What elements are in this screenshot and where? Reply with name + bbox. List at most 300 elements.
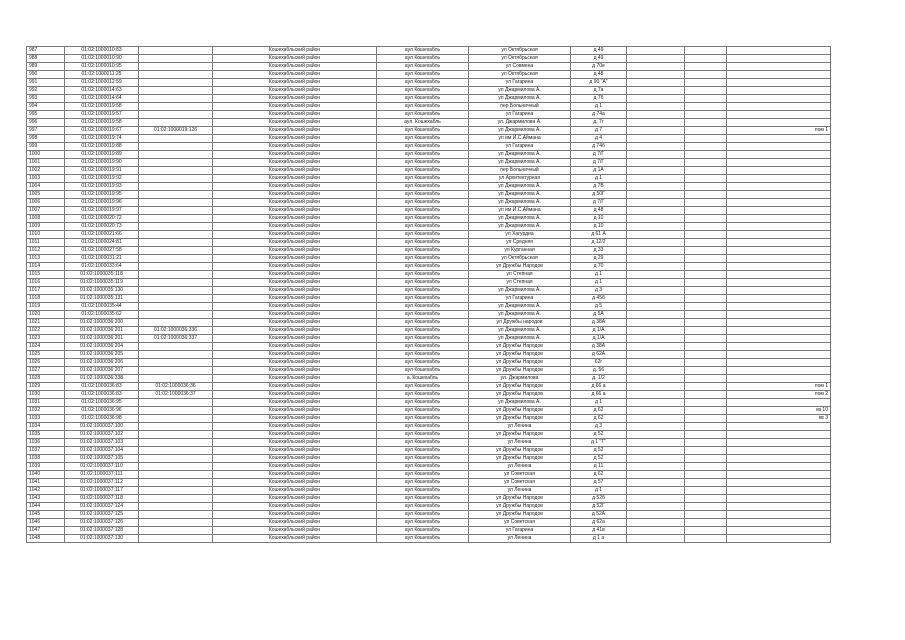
settlement-cell: аул Кошехабль	[377, 247, 469, 255]
apartment-cell: кв 3	[727, 415, 831, 423]
extra-cell-1	[627, 167, 685, 175]
house-cell: д 5А	[571, 311, 627, 319]
table-row	[27, 255, 831, 263]
extra-cell-1	[627, 143, 685, 151]
district-cell: Кошехабльский район	[213, 407, 377, 415]
street-cell: ул Джармилова А.	[469, 335, 571, 343]
street-cell: ул Джармилова А.	[469, 87, 571, 95]
street-cell: ул Октябрьская	[469, 71, 571, 79]
settlement-cell: аул Кошехабль	[377, 135, 469, 143]
street-cell: ул Дружбы Народов	[469, 383, 571, 391]
room-number-cell	[139, 319, 213, 327]
house-cell: д 45б	[571, 295, 627, 303]
extra-cell-1	[627, 207, 685, 215]
cadastral-number-cell: 01:02:1000036:207	[65, 367, 139, 375]
row-number-cell: 997	[27, 127, 65, 135]
district-cell: Кошехабльский район	[213, 127, 377, 135]
extra-cell-2	[685, 167, 727, 175]
district-cell: Кошехабльский район	[213, 359, 377, 367]
street-cell: ул Степная	[469, 271, 571, 279]
extra-cell-1	[627, 199, 685, 207]
settlement-cell: аул Кошехабль	[377, 63, 469, 71]
settlement-cell: а. Кошехабль	[377, 375, 469, 383]
settlement-cell: аул Кошехабль	[377, 423, 469, 431]
room-number-cell	[139, 95, 213, 103]
house-cell: д 49	[571, 55, 627, 63]
district-cell: Кошехабльский район	[213, 391, 377, 399]
extra-cell-1	[627, 423, 685, 431]
table-row	[27, 479, 831, 487]
cadastral-number-cell: 01:02:1000019:89	[65, 151, 139, 159]
extra-cell-2	[685, 351, 727, 359]
house-cell: д 62А	[571, 351, 627, 359]
extra-cell-2	[685, 247, 727, 255]
settlement-cell: аул Кошехабль	[377, 111, 469, 119]
extra-cell-2	[685, 471, 727, 479]
cadastral-number-cell: 01:02:1000036:83	[65, 383, 139, 391]
row-number-cell: 1025	[27, 351, 65, 359]
row-number-cell: 1033	[27, 415, 65, 423]
cadastral-number-cell: 01:02:1000019:88	[65, 143, 139, 151]
settlement-cell: аул Кошехабль	[377, 415, 469, 423]
apartment-cell	[727, 447, 831, 455]
extra-cell-1	[627, 63, 685, 71]
extra-cell-2	[685, 119, 727, 127]
row-number-cell: 1029	[27, 383, 65, 391]
table-row	[27, 63, 831, 71]
extra-cell-2	[685, 55, 727, 63]
extra-cell-2	[685, 527, 727, 535]
table-row	[27, 519, 831, 527]
apartment-cell	[727, 255, 831, 263]
district-cell: Кошехабльский район	[213, 423, 377, 431]
house-cell: д 1	[571, 103, 627, 111]
district-cell: Кошехабльский район	[213, 535, 377, 543]
row-number-cell: 999	[27, 143, 65, 151]
table-row	[27, 79, 831, 87]
extra-cell-1	[627, 119, 685, 127]
house-cell: д 5	[571, 303, 627, 311]
cadastral-number-cell: 01:02:1000037:117	[65, 487, 139, 495]
row-number-cell: 1047	[27, 527, 65, 535]
extra-cell-2	[685, 231, 727, 239]
apartment-cell	[727, 471, 831, 479]
table-row	[27, 383, 831, 391]
row-number-cell: 1034	[27, 423, 65, 431]
extra-cell-2	[685, 383, 727, 391]
cadastral-number-cell: 01:02:1000010:95	[65, 63, 139, 71]
extra-cell-2	[685, 447, 727, 455]
house-cell: д 4	[571, 135, 627, 143]
cadastral-number-cell: 01:02:1000036:201	[65, 335, 139, 343]
apartment-cell	[727, 47, 831, 55]
table-row	[27, 151, 831, 159]
apartment-cell	[727, 303, 831, 311]
extra-cell-2	[685, 223, 727, 231]
extra-cell-1	[627, 431, 685, 439]
extra-cell-2	[685, 271, 727, 279]
district-cell: Кошехабльский район	[213, 287, 377, 295]
house-cell: д 66 а	[571, 391, 627, 399]
street-cell: ул Архитектурная	[469, 175, 571, 183]
row-number-cell: 1042	[27, 487, 65, 495]
extra-cell-1	[627, 471, 685, 479]
settlement-cell: аул Кошехабль	[377, 431, 469, 439]
street-cell: ул Гагарина	[469, 295, 571, 303]
row-number-cell: 1011	[27, 239, 65, 247]
district-cell: Кошехабльский район	[213, 463, 377, 471]
row-number-cell: 1002	[27, 167, 65, 175]
street-cell: ул Дружбы Народов	[469, 343, 571, 351]
apartment-cell	[727, 271, 831, 279]
district-cell: Кошехабльский район	[213, 247, 377, 255]
room-number-cell	[139, 167, 213, 175]
row-number-cell: 1039	[27, 463, 65, 471]
table-row	[27, 415, 831, 423]
cadastral-number-cell: 01:02:1000019:67	[65, 127, 139, 135]
cadastral-number-cell: 01:02:1000036:204	[65, 343, 139, 351]
street-cell: ул Октябрьская	[469, 255, 571, 263]
house-cell: д 62а	[571, 519, 627, 527]
apartment-cell	[727, 63, 831, 71]
house-cell: д 10	[571, 223, 627, 231]
row-number-cell: 1010	[27, 231, 65, 239]
extra-cell-1	[627, 303, 685, 311]
extra-cell-2	[685, 183, 727, 191]
street-cell: ул Джармилова А.	[469, 159, 571, 167]
extra-cell-2	[685, 503, 727, 511]
settlement-cell: аул Кошехабль	[377, 255, 469, 263]
extra-cell-2	[685, 111, 727, 119]
apartment-cell	[727, 423, 831, 431]
house-cell: д 1 "Т"	[571, 439, 627, 447]
room-number-cell	[139, 255, 213, 263]
apartment-cell	[727, 159, 831, 167]
extra-cell-2	[685, 327, 727, 335]
table-row	[27, 191, 831, 199]
row-number-cell: 1019	[27, 303, 65, 311]
apartment-cell	[727, 151, 831, 159]
extra-cell-2	[685, 431, 727, 439]
row-number-cell: 1016	[27, 279, 65, 287]
row-number-cell: 991	[27, 79, 65, 87]
row-number-cell: 1035	[27, 431, 65, 439]
table-row	[27, 55, 831, 63]
settlement-cell: аул Кошехабль	[377, 447, 469, 455]
settlement-cell: аул Кошехабль	[377, 103, 469, 111]
cadastral-number-cell: 01:02:1000010:90	[65, 55, 139, 63]
room-number-cell	[139, 71, 213, 79]
extra-cell-1	[627, 319, 685, 327]
extra-cell-1	[627, 399, 685, 407]
house-cell: д 62	[571, 407, 627, 415]
row-number-cell: 1018	[27, 295, 65, 303]
street-cell: ул Октябрьская	[469, 47, 571, 55]
row-number-cell: 1020	[27, 311, 65, 319]
street-cell: ул им И.С.Аймана	[469, 207, 571, 215]
street-cell: ул Хагурдиа	[469, 231, 571, 239]
row-number-cell: 1022	[27, 327, 65, 335]
street-cell: ул Дружбы Народов	[469, 455, 571, 463]
extra-cell-1	[627, 47, 685, 55]
settlement-cell: аул Кошехабль	[377, 327, 469, 335]
cadastral-number-cell: 01:02:1000036:206	[65, 359, 139, 367]
table-row	[27, 327, 831, 335]
house-cell: д 62	[571, 471, 627, 479]
apartment-cell	[727, 503, 831, 511]
settlement-cell: аул Кошехабль	[377, 223, 469, 231]
settlement-cell: аул. Кошехабль	[377, 119, 469, 127]
table-row	[27, 447, 831, 455]
settlement-cell: аул Кошехабль	[377, 367, 469, 375]
apartment-cell	[727, 247, 831, 255]
cadastral-number-cell: 01:02:1000037:103	[65, 439, 139, 447]
cadastral-number-cell: 01:02:1000014:63	[65, 87, 139, 95]
street-cell: ул Джармилова А.	[469, 399, 571, 407]
street-cell: ул Дружбы Народов	[469, 367, 571, 375]
table-row	[27, 287, 831, 295]
house-cell: д 1/А	[571, 335, 627, 343]
extra-cell-2	[685, 103, 727, 111]
street-cell: ул Дружбы народов	[469, 319, 571, 327]
cadastral-number-cell: 01:02:1000019:74	[65, 135, 139, 143]
house-cell: д. 1/2	[571, 375, 627, 383]
house-cell: д 49	[571, 47, 627, 55]
settlement-cell: аул Кошехабль	[377, 399, 469, 407]
apartment-cell	[727, 455, 831, 463]
apartment-cell	[727, 527, 831, 535]
cadastral-number-cell: 01:02:1000035:44	[65, 303, 139, 311]
extra-cell-1	[627, 519, 685, 527]
cadastral-number-cell: 01:02:1000036:98	[65, 415, 139, 423]
settlement-cell: аул Кошехабль	[377, 47, 469, 55]
apartment-cell	[727, 279, 831, 287]
street-cell: ул Дружбы Народов	[469, 263, 571, 271]
street-cell: ул Джармилова А.	[469, 183, 571, 191]
row-number-cell: 1038	[27, 455, 65, 463]
extra-cell-2	[685, 407, 727, 415]
apartment-cell	[727, 103, 831, 111]
apartment-cell	[727, 207, 831, 215]
cadastral-number-cell: 01:02:1000037:105	[65, 455, 139, 463]
district-cell: Кошехабльский район	[213, 431, 377, 439]
house-cell: д 74б	[571, 143, 627, 151]
table-row	[27, 503, 831, 511]
row-number-cell: 1006	[27, 199, 65, 207]
house-cell: 62г	[571, 359, 627, 367]
room-number-cell	[139, 279, 213, 287]
settlement-cell: аул Кошехабль	[377, 143, 469, 151]
street-cell: ул Дружбы Народов	[469, 391, 571, 399]
district-cell: Кошехабльский район	[213, 223, 377, 231]
extra-cell-2	[685, 127, 727, 135]
cadastral-number-cell: 01:02:1000036:96	[65, 407, 139, 415]
extra-cell-1	[627, 311, 685, 319]
room-number-cell	[139, 151, 213, 159]
house-cell: д 7/Г	[571, 159, 627, 167]
row-number-cell: 989	[27, 63, 65, 71]
room-number-cell	[139, 439, 213, 447]
house-cell: д 48	[571, 71, 627, 79]
table-row	[27, 351, 831, 359]
district-cell: Кошехабльский район	[213, 111, 377, 119]
room-number-cell: 01:02:1000036:36	[139, 383, 213, 391]
house-cell: д 70	[571, 263, 627, 271]
table-row	[27, 431, 831, 439]
table-row	[27, 135, 831, 143]
table-row	[27, 127, 831, 135]
district-cell: Кошехабльский район	[213, 151, 377, 159]
extra-cell-1	[627, 455, 685, 463]
extra-cell-1	[627, 447, 685, 455]
street-cell: ул Гагарина	[469, 79, 571, 87]
room-number-cell	[139, 479, 213, 487]
extra-cell-1	[627, 263, 685, 271]
table-row	[27, 159, 831, 167]
settlement-cell: аул Кошехабль	[377, 87, 469, 95]
cadastral-number-cell: 01:02:1000021:66	[65, 231, 139, 239]
room-number-cell	[139, 343, 213, 351]
street-cell: ул Джармилова А.	[469, 215, 571, 223]
cadastral-number-cell: 01:02:1000036:95	[65, 399, 139, 407]
settlement-cell: аул Кошехабль	[377, 303, 469, 311]
settlement-cell: аул Кошехабль	[377, 95, 469, 103]
cadastral-number-cell: 01:02:1000019:92	[65, 175, 139, 183]
settlement-cell: аул Кошехабль	[377, 215, 469, 223]
house-cell: д 62	[571, 415, 627, 423]
room-number-cell	[139, 175, 213, 183]
district-cell: Кошехабльский район	[213, 231, 377, 239]
cadastral-number-cell: 01:02:1000033:64	[65, 263, 139, 271]
room-number-cell	[139, 535, 213, 543]
table-row	[27, 343, 831, 351]
extra-cell-1	[627, 271, 685, 279]
extra-cell-1	[627, 503, 685, 511]
table-row	[27, 183, 831, 191]
district-cell: Кошехабльский район	[213, 55, 377, 63]
street-cell: ул Совмена	[469, 63, 571, 71]
room-number-cell	[139, 471, 213, 479]
settlement-cell: аул Кошехабль	[377, 159, 469, 167]
house-cell: д 11	[571, 463, 627, 471]
district-cell: Кошехабльский район	[213, 167, 377, 175]
district-cell: Кошехабльский район	[213, 319, 377, 327]
apartment-cell	[727, 135, 831, 143]
apartment-cell	[727, 231, 831, 239]
room-number-cell	[139, 415, 213, 423]
extra-cell-2	[685, 303, 727, 311]
house-cell: д 7/Г	[571, 199, 627, 207]
house-cell: д 3	[571, 423, 627, 431]
room-number-cell	[139, 271, 213, 279]
table-row	[27, 439, 831, 447]
district-cell: Кошехабльский район	[213, 159, 377, 167]
cadastral-number-cell: 01:02:1000036:201	[65, 327, 139, 335]
room-number-cell	[139, 375, 213, 383]
extra-cell-2	[685, 455, 727, 463]
extra-cell-1	[627, 367, 685, 375]
district-cell: Кошехабльский район	[213, 439, 377, 447]
cadastral-number-cell: 01:02:1000012:59	[65, 79, 139, 87]
extra-cell-1	[627, 343, 685, 351]
room-number-cell	[139, 519, 213, 527]
cadastral-number-cell: 01:02:1000036:200	[65, 319, 139, 327]
extra-cell-1	[627, 71, 685, 79]
district-cell: Кошехабльский район	[213, 303, 377, 311]
apartment-cell	[727, 487, 831, 495]
extra-cell-2	[685, 479, 727, 487]
street-cell: ул. Джармилова А.	[469, 119, 571, 127]
row-number-cell: 988	[27, 55, 65, 63]
room-number-cell	[139, 239, 213, 247]
row-number-cell: 993	[27, 95, 65, 103]
settlement-cell: аул Кошехабль	[377, 495, 469, 503]
street-cell: ул Дружбы Народов	[469, 447, 571, 455]
street-cell: ул Джармилова А.	[469, 311, 571, 319]
room-number-cell	[139, 495, 213, 503]
settlement-cell: аул Кошехабль	[377, 127, 469, 135]
settlement-cell: аул Кошехабль	[377, 455, 469, 463]
apartment-cell	[727, 223, 831, 231]
district-cell: Кошехабльский район	[213, 87, 377, 95]
room-number-cell: 01:02:1000036:337	[139, 335, 213, 343]
settlement-cell: аул Кошехабль	[377, 511, 469, 519]
house-cell: д 38А	[571, 343, 627, 351]
extra-cell-2	[685, 135, 727, 143]
row-number-cell: 998	[27, 135, 65, 143]
registry-table	[26, 46, 831, 543]
apartment-cell	[727, 183, 831, 191]
cadastral-number-cell: 01:02:1000031:21	[65, 255, 139, 263]
house-cell: д 1 а	[571, 535, 627, 543]
cadastral-number-cell: 01:02:1000011:25	[65, 71, 139, 79]
apartment-cell	[727, 167, 831, 175]
apartment-cell	[727, 431, 831, 439]
extra-cell-1	[627, 287, 685, 295]
apartment-cell	[727, 367, 831, 375]
room-number-cell: 01:02:1000036:37	[139, 391, 213, 399]
room-number-cell	[139, 143, 213, 151]
district-cell: Кошехабльский район	[213, 183, 377, 191]
house-cell: д 74а	[571, 111, 627, 119]
table-row	[27, 199, 831, 207]
table-row	[27, 511, 831, 519]
table-row	[27, 399, 831, 407]
room-number-cell	[139, 191, 213, 199]
row-number-cell: 1032	[27, 407, 65, 415]
house-cell: д 52	[571, 431, 627, 439]
district-cell: Кошехабльский район	[213, 335, 377, 343]
cadastral-number-cell: 01:02:1000019:58	[65, 119, 139, 127]
district-cell: Кошехабльский район	[213, 79, 377, 87]
room-number-cell	[139, 199, 213, 207]
extra-cell-1	[627, 215, 685, 223]
settlement-cell: аул Кошехабль	[377, 71, 469, 79]
street-cell: ул Гагарина	[469, 527, 571, 535]
extra-cell-2	[685, 159, 727, 167]
settlement-cell: аул Кошехабль	[377, 279, 469, 287]
district-cell: Кошехабльский район	[213, 487, 377, 495]
house-cell: д 1	[571, 279, 627, 287]
row-number-cell: 1027	[27, 367, 65, 375]
street-cell: ул Джармилова А.	[469, 327, 571, 335]
cadastral-number-cell: 01:02:1000037:126	[65, 519, 139, 527]
apartment-cell	[727, 311, 831, 319]
apartment-cell	[727, 143, 831, 151]
house-cell: д 1А	[571, 167, 627, 175]
settlement-cell: аул Кошехабль	[377, 319, 469, 327]
district-cell: Кошехабльский район	[213, 271, 377, 279]
